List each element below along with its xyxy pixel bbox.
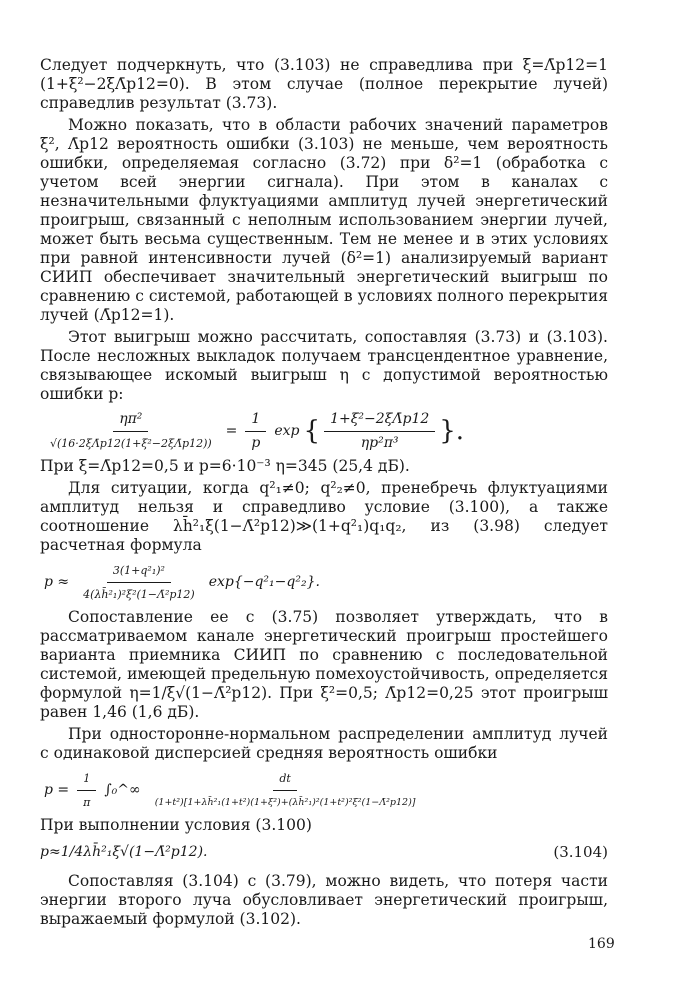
formula-3-104 bbox=[40, 843, 608, 862]
formula-1-right-numerator: 1 bbox=[245, 410, 266, 432]
page-number: 169 bbox=[588, 936, 615, 952]
formula-1-right-denominator: p bbox=[251, 435, 261, 451]
paragraph-9: Сопоставляя (3.104) с (3.79), можно видеть, что потеря части энергии второго луча обусловливает энергетический проигрыш, выражаемый формулой (3.102). bbox=[40, 872, 608, 928]
formula-1-equals: = bbox=[225, 423, 238, 439]
formula-1-exp: exp bbox=[274, 423, 300, 439]
formula-calculation bbox=[40, 561, 608, 604]
formula-3-fraction bbox=[149, 769, 422, 812]
formula-4: p≈1/4λh̄²₁ξ√(1−Λ̄²p12). bbox=[40, 844, 208, 860]
formula-3-numerator: dt bbox=[273, 769, 296, 791]
formula-1-exp-denominator: ηp²π³ bbox=[360, 435, 399, 451]
formula-3-lhs: p = bbox=[44, 782, 70, 798]
paragraph-5: Для ситуации, когда q²₁≠0; q²₂≠0, пренебречь флуктуациями амплитуд нельзя и справедливо условие (3.100), а также соотношение λh̄²₁ξ(1−Λ̄²p12)≫(1+q²₁)q₁q₂, из (3.98) следует расчетная формула bbox=[40, 479, 608, 554]
formula-2-exp: exp{−q²₁−q²₂}. bbox=[208, 574, 320, 590]
formula-3-prefactor-num: 1 bbox=[77, 769, 96, 791]
equation-number: (3.104) bbox=[553, 843, 608, 861]
paragraph-1: Следует подчеркнуть, что (3.103) не справедлива при ξ=Λ̄p12=1 (1+ξ²−2ξΛ̄p12=0). В этом случае (полное перекрытие лучей) справедлив результат (3.73). bbox=[40, 56, 608, 112]
formula-1-right-fraction bbox=[245, 410, 266, 453]
formula-3-denominator: (1+t²)[1+λh̄²₁(1+t²)(1+ξ²)+(λh̄²₁)²(1+t²)²ξ²(1−Λ̄²p12)] bbox=[154, 797, 416, 808]
formula-3-prefactor-den: π bbox=[83, 796, 91, 809]
formula-1-numerator: ηπ² bbox=[113, 410, 148, 432]
formula-average-error bbox=[40, 769, 608, 812]
formula-1-denominator: √(16·2ξΛ̄p12(1+ξ²−2ξΛ̄p12)) bbox=[50, 437, 212, 450]
formula-1-left-fraction bbox=[44, 410, 218, 453]
formula-2-denominator: 4(λh̄²₁)²ξ²(1−Λ̄²p12) bbox=[83, 588, 195, 601]
formula-2-lhs: p ≈ bbox=[44, 574, 70, 590]
formula-3-integral: ∫₀^∞ bbox=[104, 782, 141, 798]
paragraph-6: Сопоставление ее с (3.75) позволяет утверждать, что в рассматриваемом канале энергетический проигрыш простейшего варианта приемника СИИП по сравнению с последовательной системой, имеющей предельную помехоустойчивость, определяется формулой η=1/ξ√(1−Λ̄²p12). При ξ²=0,5; Λ̄p12=0,25 этот проигрыш равен 1,46 (1,6 дБ). bbox=[40, 608, 608, 721]
paragraph-2: Можно показать, что в области рабочих значений параметров ξ², Λ̄p12 вероятность ошибки (3.103) не меньше, чем вероятность ошибки, определяемая согласно (3.72) при δ²=1 (обработка с учетом всей энергии сигнала). При этом в каналах с незначительными флуктуациями амплитуд лучей энергетический проигрыш, связанный с неполным использованием энергии лучей, может быть весьма существенным. Тем не менее и в этих условиях при равной интенсивности лучей (δ²=1) анализируемый вариант СИИП обеспечивает значительный энергетический выигрыш по сравнению с системой, работающей в условиях полного перекрытия лучей (Λ̄p12=1). bbox=[40, 116, 608, 324]
formula-1-exp-fraction bbox=[324, 410, 435, 453]
formula-1-exp-numerator: 1+ξ²−2ξΛ̄p12 bbox=[324, 410, 435, 432]
formula-3-prefactor bbox=[77, 769, 96, 812]
paragraph-8: При выполнении условия (3.100) bbox=[40, 816, 312, 834]
formula-2-numerator: 3(1+q²₁)² bbox=[107, 561, 171, 583]
page-body bbox=[40, 56, 608, 929]
paragraph-7: При односторонне-нормальном распределении амплитуд лучей с одинаковой дисперсией средняя вероятность ошибки bbox=[40, 725, 608, 762]
paragraph-4: При ξ=Λ̄p12=0,5 и p=6·10⁻³ η=345 (25,4 дБ). bbox=[40, 457, 410, 475]
formula-transcendental: $\frac{\text{ηπ²}}{\text{√(16·2ξΛ̄p12(1+ξ²−2ξΛ̄p12))}}$ = $\frac{1}{p}$ exp { $\frac{\text{1+ξ²−2ξΛ̄p12}}{\text{ηp²π³}}$ }. bbox=[40, 410, 608, 453]
paragraph-3: Этот выигрыш можно рассчитать, сопоставляя (3.73) и (3.103). После несложных выкладок получаем трансцендентное уравнение, связывающее искомый выигрыш η с допустимой вероятностью ошибки p: bbox=[40, 328, 608, 403]
formula-2-fraction bbox=[77, 561, 201, 604]
